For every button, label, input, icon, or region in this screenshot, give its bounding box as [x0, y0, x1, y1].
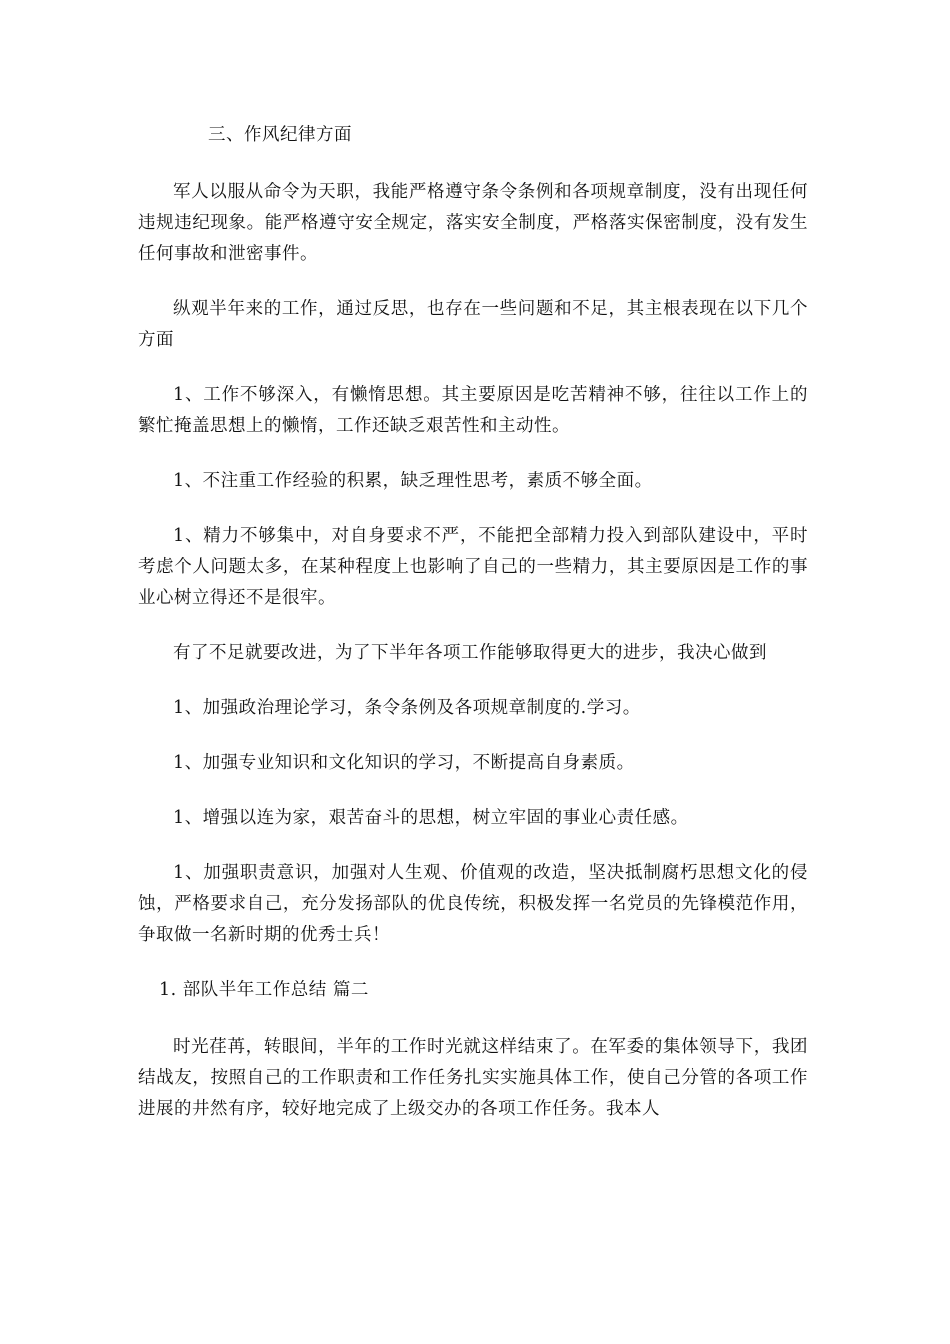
list-item-problem: 1、精力不够集中，对自身要求不严，不能把全部精力投入到部队建设中，平时考虑个人问题太多，在某种程度上也影响了自己的一些精力，其主要原因是工作的事业心树立得还不是很牢。 [138, 526, 808, 608]
list-item-problem: 1、不注重工作经验的积累，缺乏理性思考，素质不够全面。 [173, 471, 653, 491]
paragraph-part-two-intro: 时光荏苒，转眼间，半年的工作时光就这样结束了。在军委的集体领导下，我团结战友，按照自己的工作职责和工作任务扎实实施具体工作，使自己分管的各项工作进展的井然有序，较好地完成了上级交办的各项工作任务。我本人 [138, 1037, 808, 1119]
list-item-problem: 1、工作不够深入，有懒惰思想。其主要原因是吃苦精神不够，往往以工作上的繁忙掩盖思想上的懒惰，工作还缺乏艰苦性和主动性。 [138, 385, 808, 436]
list-item-plan: 1、加强专业知识和文化知识的学习，不断提高自身素质。 [173, 753, 635, 773]
paragraph-improvement: 有了不足就要改进，为了下半年各项工作能够取得更大的进步，我决心做到 [173, 643, 767, 663]
paragraph-discipline: 军人以服从命令为天职，我能严格遵守条令条例和各项规章制度，没有出现任何违规违纪现象。能严格遵守安全规定，落实安全制度，严格落实保密制度，没有发生任何事故和泄密事件。 [138, 182, 808, 264]
section-title-part-two: 1. 部队半年工作总结 篇二 [159, 980, 369, 1000]
list-item-plan: 1、加强政治理论学习，条令条例及各项规章制度的.学习。 [173, 698, 641, 718]
paragraph-reflection: 纵观半年来的工作，通过反思，也存在一些问题和不足，其主根表现在以下几个方面 [138, 299, 808, 350]
document-body [138, 120, 808, 1149]
list-item-plan: 1、增强以连为家，艰苦奋斗的思想，树立牢固的事业心责任感。 [173, 808, 689, 828]
section-heading-discipline: 三、作风纪律方面 [208, 125, 352, 145]
list-item-plan: 1、加强职责意识，加强对人生观、价值观的改造，坚决抵制腐朽思想文化的侵蚀，严格要求自己，充分发扬部队的优良传统，积极发挥一名党员的先锋模范作用，争取做一名新时期的优秀士兵！ [138, 863, 808, 945]
